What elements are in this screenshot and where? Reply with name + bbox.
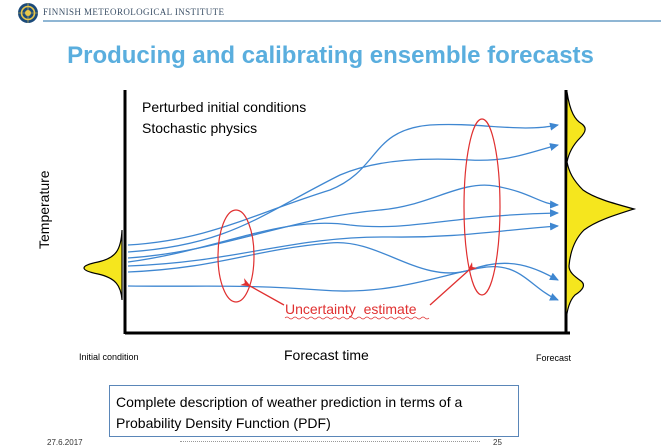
y-axis-label: Temperature — [36, 170, 52, 249]
pdf-description-box — [109, 385, 519, 437]
footer-page-number: 25 — [493, 438, 502, 447]
uncertainty-arrow-left — [250, 286, 284, 305]
initial-pdf — [84, 230, 122, 300]
forecast-pdf — [566, 92, 634, 322]
footer-divider — [180, 441, 480, 442]
uncertainty-arrow-right — [430, 271, 468, 305]
initial-condition-label: Initial condition — [79, 352, 139, 362]
spellcheck-underline — [285, 317, 429, 319]
uncertainty-label: Uncertainty estimate — [285, 301, 417, 317]
trajectory — [128, 185, 558, 258]
note-line-1: Perturbed initial conditions — [142, 99, 307, 115]
pdf-description-line-1: Complete description of weather prediction in terms of a — [116, 394, 463, 410]
page-title: Producing and calibrating ensemble forecasts — [67, 42, 594, 69]
footer-date: 27.6.2017 — [47, 438, 83, 447]
trajectory — [128, 124, 558, 245]
note-line-2: Stochastic physics — [142, 120, 258, 136]
trajectory — [128, 213, 558, 262]
uncertainty-ellipse-late — [464, 119, 500, 295]
forecast-label: Forecast — [536, 353, 572, 363]
pdf-description-line-2: Probability Density Function (PDF) — [116, 415, 331, 431]
trajectory — [128, 267, 558, 300]
organization-name: FINNISH METEOROLOGICAL INSTITUTE — [43, 7, 225, 17]
trajectory — [128, 226, 558, 266]
x-axis-label: Forecast time — [284, 347, 369, 363]
